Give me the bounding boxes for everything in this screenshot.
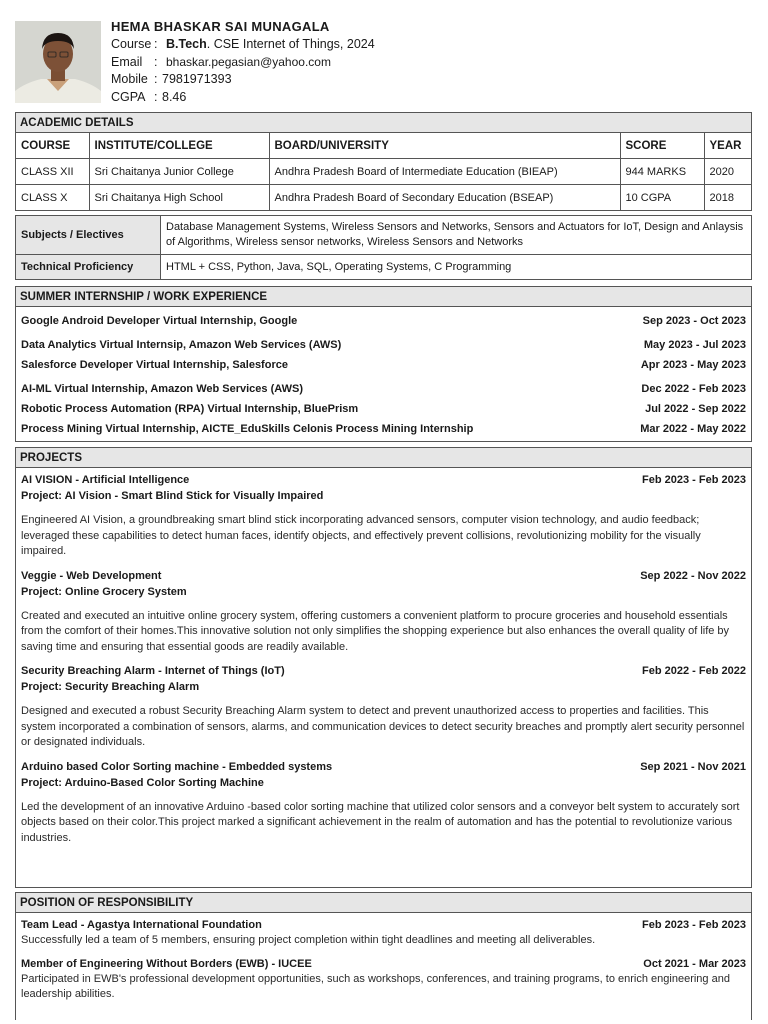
col-header: COURSE — [16, 133, 89, 159]
subjects-value: Database Management Systems, Wireless Sensors and Networks, Sensors and Actuators for IoT, Design and Anlaysis of Algorithms, Wireless sensor networks, Wireless Sensors and Networks — [161, 216, 752, 255]
table-cell: 944 MARKS — [620, 159, 704, 185]
experience-title: AI-ML Virtual Internship, Amazon Web Services (AWS) — [21, 383, 303, 395]
cgpa-label: CGPA — [111, 89, 146, 104]
technical-label: Technical Proficiency — [16, 255, 161, 280]
project-description: Created and executed an intuitive online grocery system, offering customers a convenient platform to procure groceries and household essentials from the comfort of their homes.This innovative solution not only simplifies the shopping experience but also enhances the overall quality of life by saving time and ensuring that essential goods are readily available. — [21, 609, 730, 653]
table-cell: 2020 — [704, 159, 751, 185]
table-cell: CLASS X — [16, 185, 89, 211]
project-item — [16, 472, 751, 488]
project-date: Sep 2021 - Nov 2021 — [640, 760, 746, 773]
experience-date: Sep 2023 - Oct 2023 — [642, 315, 746, 327]
project-item — [16, 568, 751, 584]
experience-item — [16, 401, 751, 417]
technical-value: HTML + CSS, Python, Java, SQL, Operating Systems, C Programming — [161, 255, 752, 280]
experience-title: Process Mining Virtual Internship, AICTE_EduSkills Celonis Process Mining Internship — [21, 423, 474, 435]
project-date: Feb 2022 - Feb 2022 — [642, 665, 746, 677]
section-title: SUMMER INTERNSHIP / WORK EXPERIENCE — [16, 287, 751, 307]
table-header-row — [16, 133, 751, 159]
profile-photo-image — [15, 21, 101, 103]
subjects-row — [16, 216, 751, 255]
candidate-name: HEMA BHASKAR SAI MUNAGALA — [111, 19, 330, 34]
table-row — [16, 159, 751, 185]
responsibility-description: Participated in EWB's professional development opportunities, such as workshops, conferences, and training programs, to enrich engineering and leadership abilities. — [21, 972, 730, 1000]
project-description: Led the development of an innovative Arduino -based color sorting machine that utilized color sensors and a conveyor belt system to accurately sort objects based on their color.This project marked a significant achievement in the realm of automation and has the potential to revolutionize various industries. — [21, 800, 740, 844]
experience-title: Salesforce Developer Virtual Internship, Salesforce — [21, 359, 288, 371]
responsibility-title: Member of Engineering Without Borders (EWB) - IUCEE — [21, 957, 312, 970]
col-header: YEAR — [704, 133, 751, 159]
col-header: BOARD/UNIVERSITY — [269, 133, 620, 159]
table-row — [16, 185, 751, 211]
responsibility-date: Feb 2023 - Feb 2023 — [642, 919, 746, 931]
mobile-row: Mobile : 7981971393 — [111, 71, 375, 89]
experience-date: Dec 2022 - Feb 2023 — [641, 383, 746, 395]
course-label: Course — [111, 37, 152, 51]
subjects-label: Subjects / Electives — [16, 216, 161, 255]
mobile-label: Mobile — [111, 72, 148, 86]
experience-item — [16, 357, 751, 373]
table-cell: CLASS XII — [16, 159, 89, 185]
table-cell: Sri Chaitanya Junior College — [89, 159, 269, 185]
projects-section — [15, 447, 752, 888]
academic-details-section — [15, 112, 752, 211]
cgpa-value: 8.46 — [162, 89, 187, 104]
project-heading: Security Breaching Alarm - Internet of Things (IoT) — [21, 665, 285, 677]
project-description: Engineered AI Vision, a groundbreaking smart blind stick incorporating advanced sensors, computer vision technology, and audio feedback; leveraged these capabilities to detect human faces, identify objects, and effectively prevent collisions, revolutionizing mobility for the visually impaired. — [21, 514, 701, 557]
responsibility-item — [16, 917, 751, 933]
responsibility-item — [16, 956, 751, 972]
section-title: POSITION OF RESPONSIBILITY — [16, 893, 751, 913]
technical-row — [16, 255, 751, 280]
experience-item — [16, 421, 751, 437]
project-item — [16, 759, 751, 775]
project-heading: Veggie - Web Development — [21, 569, 162, 582]
project-name: Project: AI Vision - Smart Blind Stick for Visually Impaired — [21, 490, 324, 502]
project-date: Sep 2022 - Nov 2022 — [640, 569, 746, 582]
experience-item — [16, 381, 751, 397]
experience-item — [16, 313, 751, 329]
responsibility-title: Team Lead - Agastya International Foundation — [21, 919, 262, 931]
project-description: Designed and executed a robust Security Breaching Alarm system to detect and prevent unauthorized access to properties and facilities. This system incorporated a combination of sensors, alarms, and communication devices to detect security breaches and promptly alert security personnel or designated individuals. — [21, 705, 745, 748]
email-link[interactable]: bhaskar.pegasian@yahoo.com — [166, 54, 331, 69]
table-cell: Andhra Pradesh Board of Intermediate Education (BIEAP) — [269, 159, 620, 185]
experience-date: Mar 2022 - May 2022 — [640, 423, 746, 435]
experience-title: Robotic Process Automation (RPA) Virtual Internship, BluePrism — [21, 403, 359, 415]
skills-table — [16, 216, 751, 279]
personal-info — [111, 19, 375, 106]
table-cell: Sri Chaitanya High School — [89, 185, 269, 211]
col-header: SCORE — [620, 133, 704, 159]
project-item — [16, 663, 751, 679]
experience-section — [15, 286, 752, 442]
table-cell: Andhra Pradesh Board of Secondary Education (BSEAP) — [269, 185, 620, 211]
experience-date: Apr 2023 - May 2023 — [640, 359, 746, 371]
project-name: Project: Arduino-Based Color Sorting Machine — [21, 776, 264, 789]
col-header: INSTITUTE/COLLEGE — [89, 133, 269, 159]
cgpa-row: CGPA : 8.46 — [111, 89, 375, 107]
profile-photo — [15, 21, 101, 103]
experience-date: May 2023 - Jul 2023 — [643, 339, 746, 351]
responsibility-section — [15, 892, 752, 1020]
responsibility-date: Oct 2021 - Mar 2023 — [643, 957, 746, 970]
experience-date: Jul 2022 - Sep 2022 — [645, 403, 746, 415]
academic-table — [16, 133, 751, 210]
experience-item — [16, 337, 751, 353]
email-row: Email : bhaskar.pegasian@yahoo.com — [111, 54, 375, 72]
course-row: Course : B.Tech. CSE Internet of Things, 2024 — [111, 36, 375, 54]
experience-title: Google Android Developer Virtual Internship, Google — [21, 315, 298, 327]
responsibility-description: Successfully led a team of 5 members, ensuring project completion within tight deadlines and meeting all deliverables. — [21, 934, 596, 946]
course-degree: B.Tech — [166, 37, 207, 51]
project-name: Project: Security Breaching Alarm — [21, 681, 200, 693]
project-heading: Arduino based Color Sorting machine - Embedded systems — [21, 760, 333, 773]
project-heading: AI VISION - Artificial Intelligence — [21, 474, 190, 486]
mobile-value: 7981971393 — [162, 72, 232, 86]
email-label: Email — [111, 54, 143, 69]
table-cell: 2018 — [704, 185, 751, 211]
course-value: . CSE Internet of Things, 2024 — [206, 37, 375, 51]
section-title: PROJECTS — [16, 448, 751, 468]
experience-title: Data Analytics Virtual Internsip, Amazon Web Services (AWS) — [21, 339, 342, 351]
project-name: Project: Online Grocery System — [21, 585, 187, 598]
project-date: Feb 2023 - Feb 2023 — [642, 474, 746, 486]
skills-section — [15, 215, 752, 280]
section-title: ACADEMIC DETAILS — [16, 113, 751, 133]
table-cell: 10 CGPA — [620, 185, 704, 211]
